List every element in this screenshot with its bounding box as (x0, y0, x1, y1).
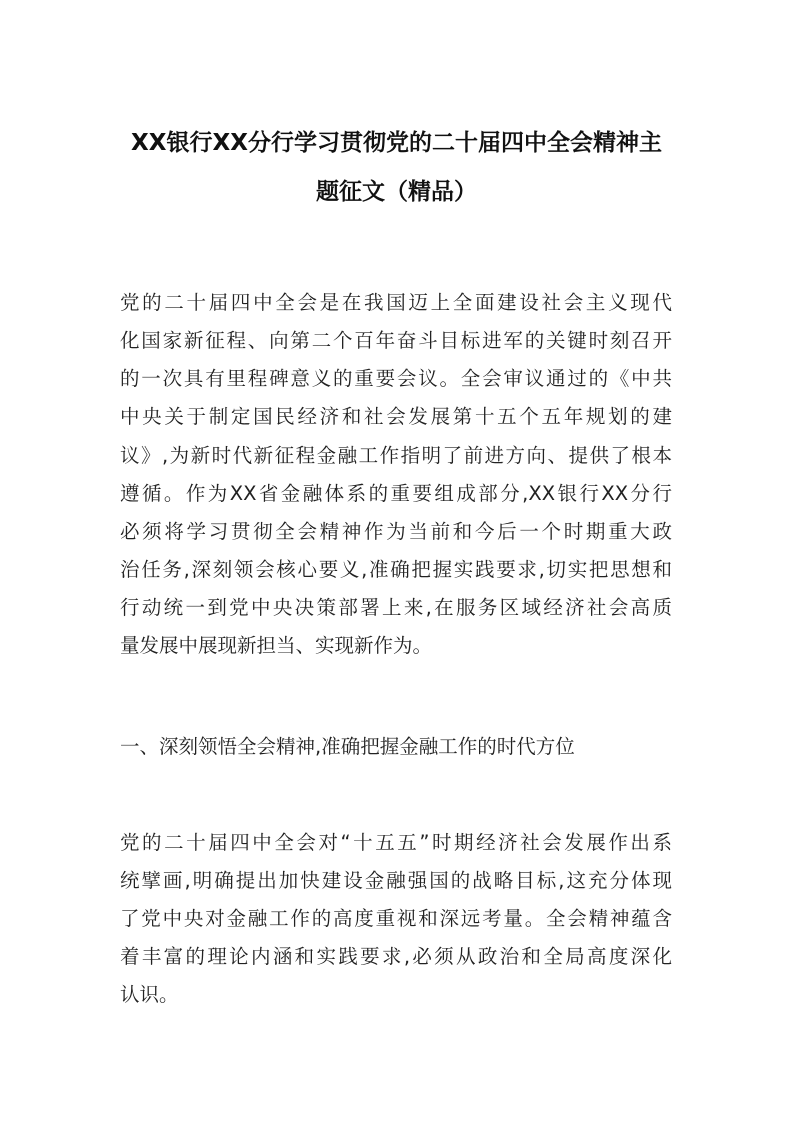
intro-line-5: 议》,为新时代新征程金融工作指明了前进方向、提供了根本 (120, 444, 672, 467)
intro-line-6: 遵循。作为XX省金融体系的重要组成部分,XX银行XX分行 (120, 482, 672, 505)
intro-line-3: 的一次具有里程碑意义的重要会议。全会审议通过的《中共 (120, 367, 672, 390)
intro-line-9: 行动统一到党中央决策部署上来,在服务区域经济社会高质 (120, 596, 672, 619)
section-1-line-4: 着丰富的理论内涵和实践要求,必须从政治和全局高度深化 (120, 945, 672, 968)
intro-line-8: 治任务,深刻领会核心要义,准确把握实践要求,切实把思想和 (120, 558, 672, 581)
document-title-line-1: XX银行XX分行学习贯彻党的二十届四中全会精神主 (131, 130, 662, 156)
section-1-heading: 一、深刻领悟全会精神,准确把握金融工作的时代方位 (120, 735, 575, 758)
section-1-line-1: 党的二十届四中全会对“十五五”时期经济社会发展作出系 (120, 831, 672, 854)
intro-line-7: 必须将学习贯彻全会精神作为当前和今后一个时期重大政 (120, 520, 672, 543)
intro-line-2: 化国家新征程、向第二个百年奋斗目标进军的关键时刻召开 (120, 329, 672, 352)
section-1-line-5: 认识。 (120, 983, 179, 1006)
section-1-line-2: 统擘画,明确提出加快建设金融强国的战略目标,这充分体现 (120, 869, 672, 892)
intro-line-10: 量发展中展现新担当、实现新作为。 (120, 634, 433, 657)
intro-line-4: 中央关于制定国民经济和社会发展第十五个五年规划的建 (120, 405, 672, 428)
section-1-line-3: 了党中央对金融工作的高度重视和深远考量。全会精神蕴含 (120, 907, 672, 930)
intro-line-1: 党的二十届四中全会是在我国迈上全面建设社会主义现代 (120, 291, 672, 314)
document-title-line-2: 题征文（精品） (316, 179, 477, 205)
